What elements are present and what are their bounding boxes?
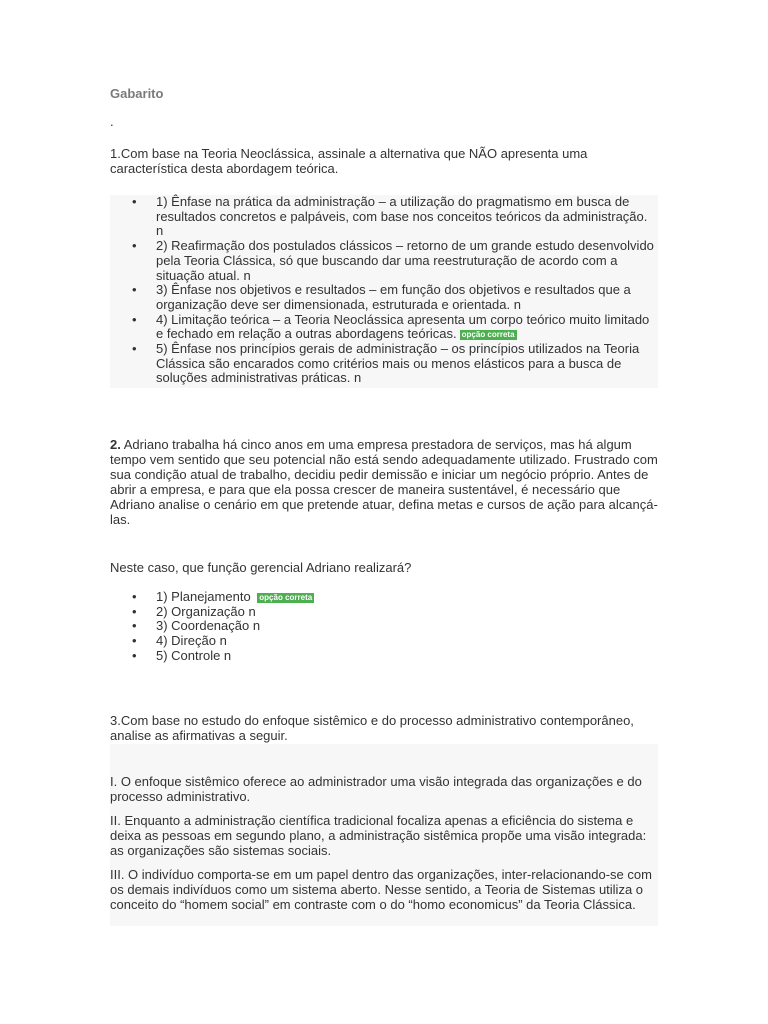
question-1-text: 1.Com base na Teoria Neoclássica, assinale a alternativa que NÃO apresenta uma característica desta abordagem teórica. <box>110 146 588 176</box>
option-text: 4) Direção n <box>156 633 227 649</box>
option-text: 3) Coordenação n <box>156 618 261 634</box>
page-title: Gabarito <box>110 86 164 101</box>
question-2-option-1 <box>110 590 658 605</box>
option-text: 2) Reafirmação dos postulados clássicos – retorno de um grande estudo desenvolvido pela Teoria Clássica, só que buscando dar uma reestruturação de acordo com a situação atual. n <box>156 238 654 283</box>
question-1-options <box>110 195 658 386</box>
question-1-options-block <box>110 195 658 388</box>
question-1-option-3 <box>110 283 658 312</box>
question-2-number: 2. <box>110 437 121 452</box>
option-text: 5) Ênfase nos princípios gerais de administração – os princípios utilizados na Teoria Clássica são encarados como critérios mais ou menos elásticos para a busca de soluções administrativas práticas. n <box>156 341 640 386</box>
question-2-options-block <box>110 590 658 664</box>
correct-answer-badge: opção correta <box>259 592 313 602</box>
option-text: 3) Ênfase nos objetivos e resultados – em função dos objetivos e resultados que a organização deve ser dimensionada, estruturada e orientada. n <box>156 282 631 312</box>
question-2-prompt: Neste caso, que função gerencial Adriano realizará? <box>110 560 412 575</box>
statement-3: III. O indivíduo comporta-se em um papel dentro das organizações, inter-relacionando-se com os demais indivíduos como um sistema aberto. Nesse sentido, a Teoria de Sistemas utiliza o conceito do “homem social” em contraste com o do “homo economicus” da Teoria Clássica. <box>110 867 652 912</box>
question-1-option-2 <box>110 239 658 283</box>
question-1-option-5 <box>110 342 658 386</box>
option-text: 1) Ênfase na prática da administração – a utilização do pragmatismo em busca de resultados concretos e palpáveis, com base nos conceitos teóricos da administração. n <box>156 194 648 239</box>
question-2-options <box>110 590 658 664</box>
question-2-option-2 <box>110 605 658 620</box>
dot-separator: . <box>110 114 114 129</box>
question-2-option-5 <box>110 649 658 664</box>
statement-1: I. O enfoque sistêmico oferece ao administrador uma visão integrada das organizações e do processo administrativo. <box>110 774 642 804</box>
correct-answer-badge: opção correta <box>461 329 515 339</box>
option-text: 4) Limitação teórica – a Teoria Neoclássica apresenta um corpo teórico muito limitado e fechado em relação a outras abordagens teóricas. <box>156 311 650 342</box>
option-text: 1) Planejamento <box>156 589 255 604</box>
question-3-text: 3.Com base no estudo do enfoque sistêmico e do processo administrativo contemporâneo, analise as afirmativas a seguir. <box>110 713 634 743</box>
question-2-option-4 <box>110 634 658 649</box>
question-1-option-4 <box>110 313 658 342</box>
question-2-body: Adriano trabalha há cinco anos em uma empresa prestadora de serviços, mas há algum tempo vem sentido que seu potencial não está sendo adequadamente utilizado. Frustrado com sua condição atual de trabalho, decidiu pedir demissão e iniciar um negócio próprio. Antes de abrir a empresa, e para que ela possa crescer de maneira sustentável, é necessário que Adriano analise o cenário em que pretende atuar, defina metas e cursos de ação para alcançá-las. <box>110 437 658 527</box>
statement-2: II. Enquanto a administração científica tradicional focaliza apenas a eficiência do sistema e deixa as pessoas em segundo plano, a administração sistêmica propõe uma visão integrada: as organizações são sistemas sociais. <box>110 813 647 858</box>
question-1-option-1 <box>110 195 658 239</box>
option-text: 5) Controle n <box>156 647 232 663</box>
option-text: 2) Organização n <box>156 603 256 619</box>
question-2-text <box>110 437 658 527</box>
question-2-option-3 <box>110 619 658 634</box>
